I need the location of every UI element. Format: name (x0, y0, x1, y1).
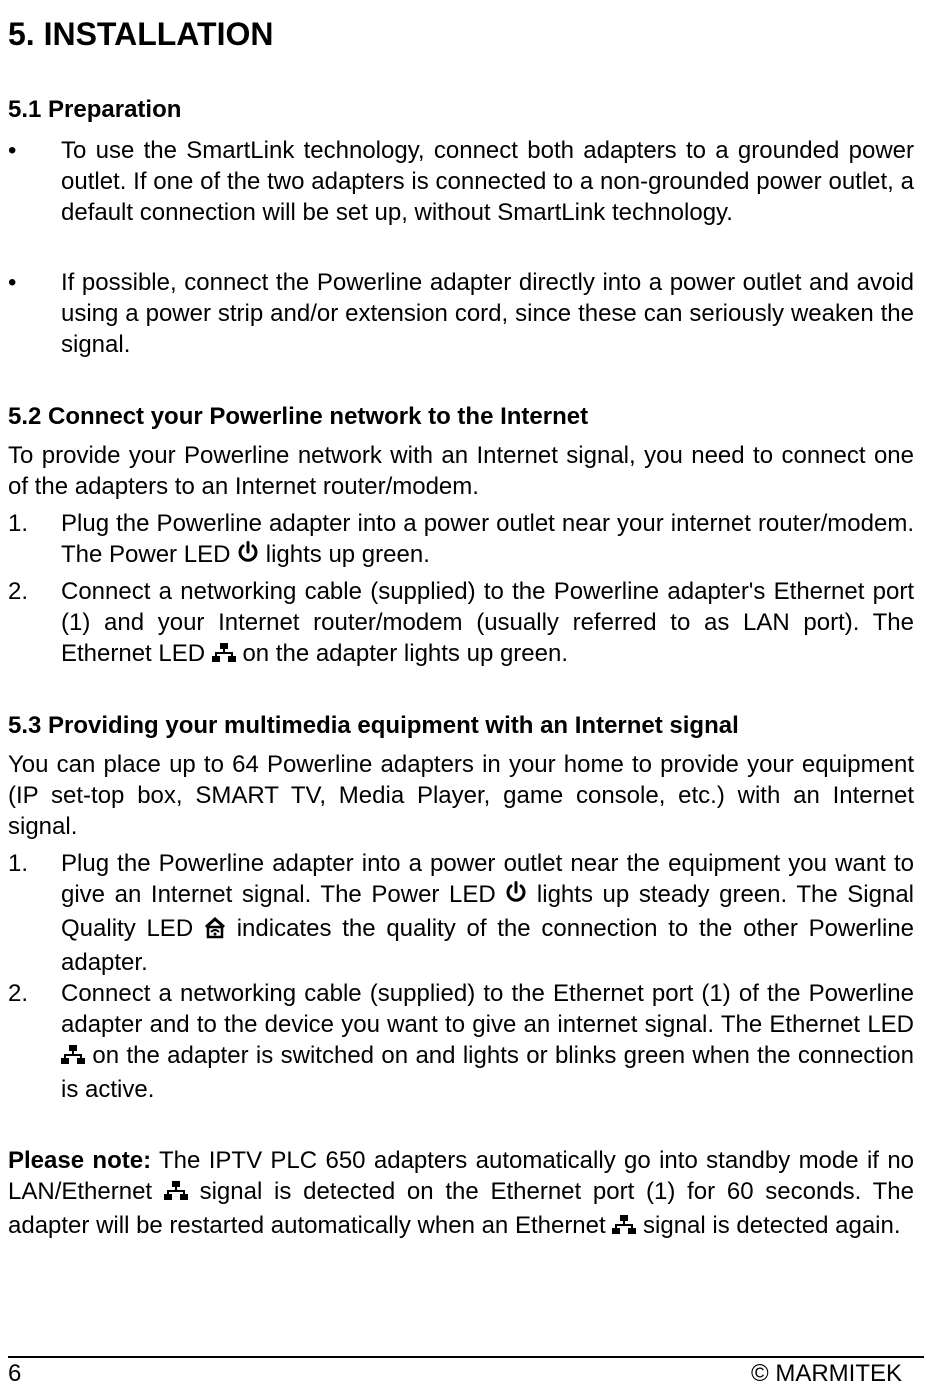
list-text: Connect a networking cable (supplied) to the Powerline adapter's Ethernet port (1) and your Internet router/modem (usually referred to as LAN port). The Ethernet LED on the adapter lights up green. (61, 576, 914, 672)
footer-divider (8, 1356, 924, 1358)
list-number: 1. (8, 850, 29, 877)
list-text: Plug the Powerline adapter into a power outlet near the equipment you want to give an Internet signal. The Power LED lights up steady green. The Signal Quality LED indicates the quality of the connection to the other Powerline adapter. (61, 850, 915, 976)
heading-connect-internet: 5.2 Connect your Powerline network to the Internet (8, 403, 589, 430)
bullet-text: To use the SmartLink technology, connect both adapters to a grounded power outlet. If one of the two adapters is connected to a non-grounded power outlet, a default connection will be set up, without SmartLink technology. (61, 137, 914, 226)
list-text: Plug the Powerline adapter into a power outlet near your internet router/modem. The Power LED lights up green. (61, 508, 914, 573)
signal-quality-icon (204, 916, 226, 947)
bullet-marker: • (8, 269, 17, 296)
power-icon (237, 541, 259, 573)
bullet-marker: • (8, 137, 17, 164)
intro-paragraph: You can place up to 64 Powerline adapters in your home to provide your equipment (IP set-top box, SMART TV, Media Player, game console, etc.) with an Internet signal. (8, 751, 914, 840)
list-number: 1. (8, 510, 29, 537)
copyright: © MARMITEK (750, 1360, 902, 1387)
heading-multimedia: 5.3 Providing your multimedia equipment with an Internet signal (8, 712, 739, 739)
heading-preparation: 5.1 Preparation (8, 96, 182, 123)
page-title: 5. INSTALLATION (8, 16, 274, 52)
note-paragraph: Please note: The IPTV PLC 650 adapters automatically go into standby mode if no LAN/Ethernet signal is detected on the Ethernet port (1) for 60 seconds. The adapter will be restarted automatically when an Ethernet signal is detected again. (8, 1145, 914, 1244)
note-label: Please note: (8, 1147, 152, 1174)
ethernet-icon (612, 1213, 636, 1244)
intro-paragraph: To provide your Powerline network with an Internet signal, you need to connect one of the adapters to an Internet router/modem. (8, 442, 914, 500)
list-number: 2. (8, 578, 29, 605)
bullet-text: If possible, connect the Powerline adapter directly into a power outlet and avoid using a power strip and/or extension cord, since these can seriously weaken the signal. (61, 269, 914, 358)
list-number: 2. (8, 980, 29, 1007)
ethernet-icon (61, 1043, 85, 1074)
ethernet-icon (164, 1179, 188, 1210)
list-text: Connect a networking cable (supplied) to the Ethernet port (1) of the Powerline adapter and to the device you want to give an internet signal. The Ethernet LED on the adapter is switched on and lights or blinks green when the connection is active. (61, 980, 914, 1103)
page-number: 6 (8, 1360, 22, 1387)
ethernet-icon (212, 641, 236, 672)
power-icon (505, 881, 527, 913)
